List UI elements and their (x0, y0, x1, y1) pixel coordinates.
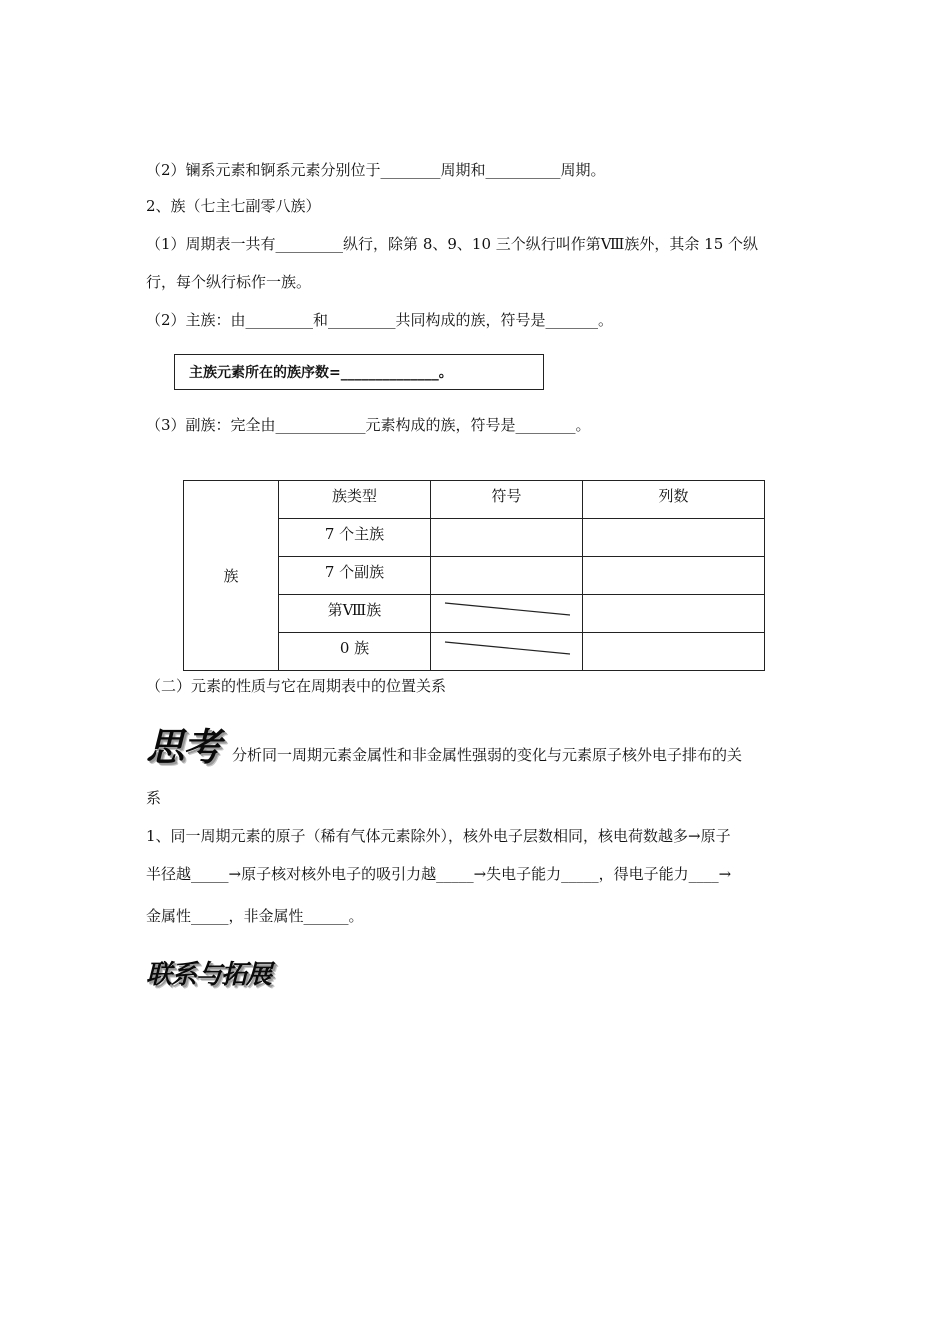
text-line-lanthanide: （2）镧系元素和锕系元素分别位于________周期和__________周期。 (146, 161, 606, 179)
cell-count (583, 519, 765, 557)
strike-line (431, 633, 582, 671)
think-heading: 思考 (146, 725, 221, 769)
text-line-columns: （1）周期表一共有_________纵行，除第 8、9、10 三个纵行叫作第Ⅷ族外，其余 15 个纵 (146, 235, 759, 253)
text-line-think-cont: 系 (146, 789, 162, 807)
text-line-period-rule-2: 半径越_____→原子核对核外电子的吸引力越_____→失电子能力_____，得电子能力____→ (146, 865, 732, 883)
group-table (183, 480, 765, 671)
text-line-section-two: （二）元素的性质与它在周期表中的位置关系 (146, 677, 447, 695)
text-line-columns-cont: 行，每个纵行标作一族。 (146, 273, 312, 291)
text-line-think-prompt: 分析同一周期元素金属性和非金属性强弱的变化与元素原子核外电子排布的关 (232, 746, 743, 764)
text-line-main-group: （2）主族：由_________和_________共同构成的族，符号是_______。 (146, 311, 614, 329)
cell-count (583, 557, 765, 595)
header-count: 列数 (583, 481, 765, 519)
text-line-sub-group: （3）副族：完全由____________元素构成的族，符号是________。 (146, 416, 591, 434)
cell-symbol (431, 557, 583, 595)
cell-count (583, 633, 765, 671)
cell-type: 0 族 (279, 633, 431, 671)
extend-heading: 联系与拓展 (146, 960, 272, 990)
row-header-cell: 族 (184, 481, 279, 671)
cell-symbol (431, 519, 583, 557)
header-type: 族类型 (279, 481, 431, 519)
header-symbol: 符号 (431, 481, 583, 519)
main-group-formula-box (174, 354, 544, 390)
text-line-period-rule-3: 金属性_____，非金属性______。 (146, 907, 364, 925)
cell-symbol-crossed (431, 595, 583, 633)
cell-type: 7 个副族 (279, 557, 431, 595)
text-line-group-title: 2、族（七主七副零八族） (146, 197, 321, 215)
text-line-period-rule: 1、同一周期元素的原子（稀有气体元素除外），核外电子层数相同，核电荷数越多→原子 (146, 827, 731, 845)
cell-symbol-crossed (431, 633, 583, 671)
table-row (184, 481, 765, 519)
cell-type: 7 个主族 (279, 519, 431, 557)
strike-line (431, 595, 582, 633)
cell-count (583, 595, 765, 633)
formula-text: 主族元素所在的族序数=______________。 (189, 365, 453, 381)
cell-type: 第Ⅷ族 (279, 595, 431, 633)
